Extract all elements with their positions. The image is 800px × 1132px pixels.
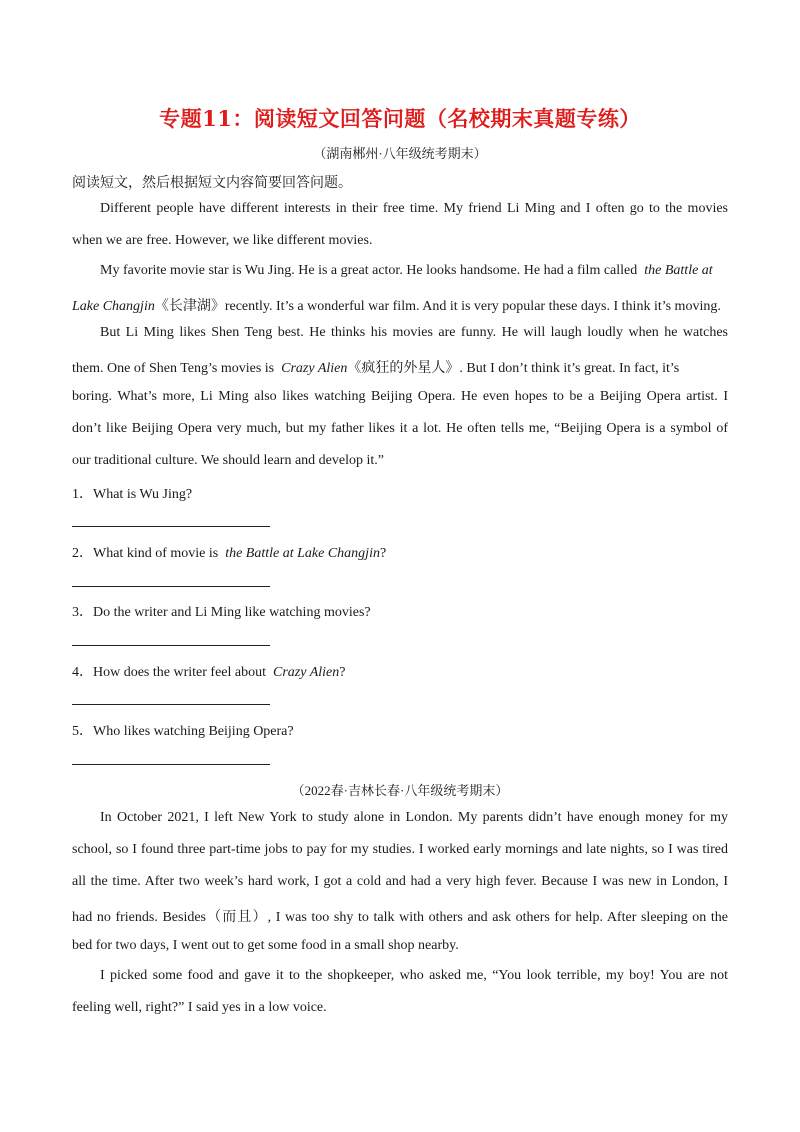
- passage2-source: （2022春·吉林长春·八年级统考期末）: [291, 783, 509, 798]
- question-2: 2．What kind of movie is the Battle at Lake Changjin?: [72, 546, 387, 561]
- passage2-line: bed for two days, I went out to get some food in a small shop nearby.: [72, 938, 459, 953]
- passage2-line: all the time. After two week’s hard work, I got a cold and had a very high fever. Because I was new in London, I: [72, 874, 728, 889]
- passage1-source: （湖南郴州·八年级统考期末）: [313, 146, 487, 161]
- passage2-line: I picked some food and gave it to the shopkeeper, who asked me, “You look terrible, my boy! You are not: [100, 968, 728, 983]
- passage2-line: had no friends. Besides（而且）, I was too shy to talk with others and ask others for help. After sleeping on the: [72, 910, 728, 925]
- passage1-line: Lake Changjin《长津湖》recently. It’s a wonderful war film. And it is very popular these days. I think it’s moving.: [72, 299, 721, 314]
- passage1-line: Different people have different interests in their free time. My friend Li Ming and I often go to the movies: [100, 201, 728, 216]
- passage1-line: don’t like Beijing Opera very much, but my father likes it a lot. He often tells me, “Beijing Opera is a symbol of: [72, 421, 728, 436]
- question-5: 5．Who likes watching Beijing Opera?: [72, 724, 294, 739]
- passage2-line: In October 2021, I left New York to study alone in London. My parents didn’t have enough money for my: [100, 810, 728, 825]
- answer-line-2[interactable]: [72, 586, 270, 587]
- answer-line-4[interactable]: [72, 704, 270, 705]
- passage1-line: boring. What’s more, Li Ming also likes watching Beijing Opera. He even hopes to be a Beijing Opera artist. I: [72, 389, 728, 404]
- passage1-line: them. One of Shen Teng’s movies is Crazy Alien《疯狂的外星人》. But I don’t think it’s great. In fact, it’s: [72, 361, 680, 376]
- passage1-line: our traditional culture. We should learn and develop it.”: [72, 453, 384, 468]
- passage1-instruction: 阅读短文，然后根据短文内容简要回答问题。: [72, 176, 352, 191]
- passage2-line: feeling well, right?” I said yes in a low voice.: [72, 1000, 327, 1015]
- question-3: 3．Do the writer and Li Ming like watching movies?: [72, 605, 371, 620]
- passage2-line: school, so I found three part-time jobs to pay for my studies. I worked early mornings and late nights, so I was tired: [72, 842, 728, 857]
- question-1: 1．What is Wu Jing?: [72, 487, 193, 502]
- answer-line-1[interactable]: [72, 526, 270, 527]
- answer-line-3[interactable]: [72, 645, 270, 646]
- passage1-line: when we are free. However, we like different movies.: [72, 233, 373, 248]
- passage1-line: My favorite movie star is Wu Jing. He is a great actor. He looks handsome. He had a film called the Battle at: [100, 263, 713, 278]
- passage1-line: But Li Ming likes Shen Teng best. He thinks his movies are funny. He will laugh loudly when he watches: [100, 325, 728, 340]
- page-title: 专题11：阅读短文回答问题（名校期末真题专练）: [159, 106, 641, 131]
- answer-line-5[interactable]: [72, 764, 270, 765]
- question-4: 4．How does the writer feel about Crazy Alien?: [72, 665, 346, 680]
